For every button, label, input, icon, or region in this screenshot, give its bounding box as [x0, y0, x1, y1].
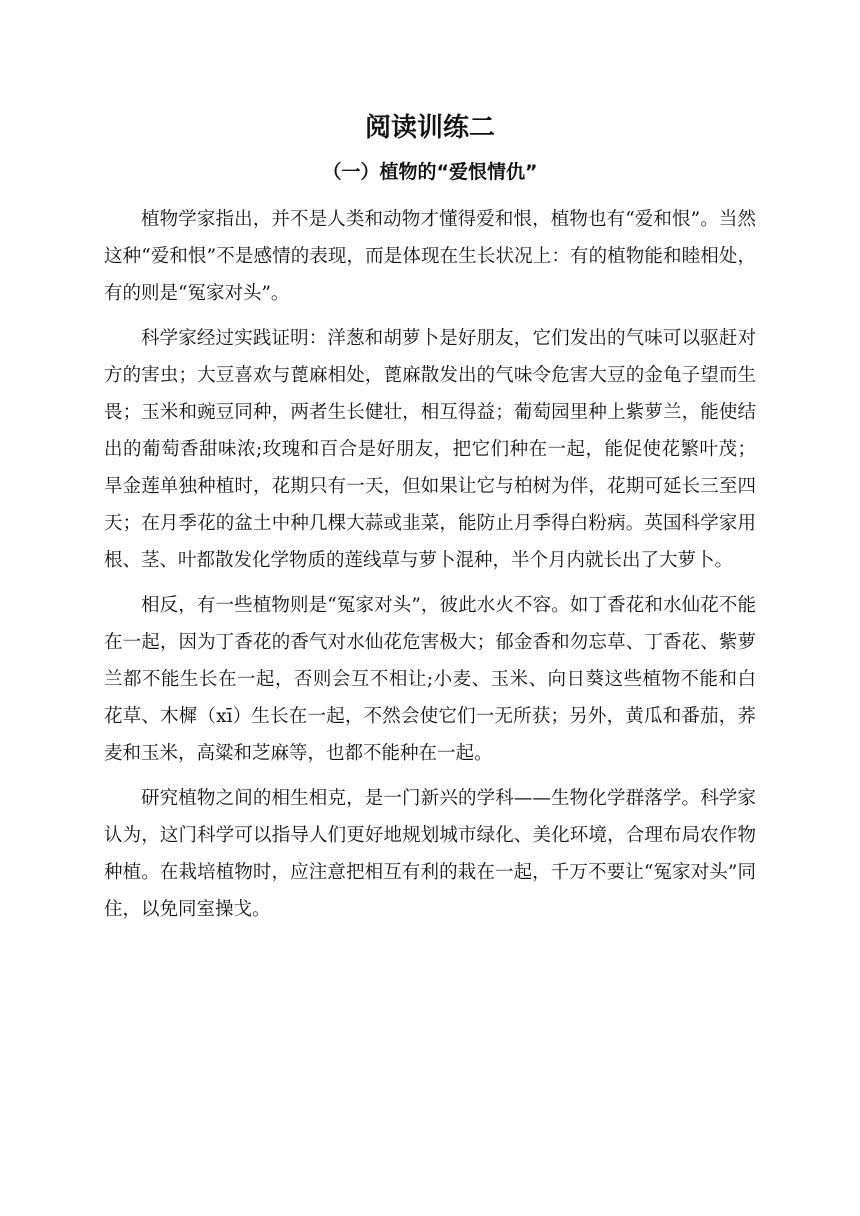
- article-subtitle: （一）植物的“爱恨情仇”: [322, 161, 538, 183]
- paragraph-1: 植物学家指出，并不是人类和动物才懂得爱和恨，植物也有“爱和恨”。当然这种“爱和恨”不是感情的表现，而是体现在生长状况上：有的植物能和睦相处，有的则是“冤家对头”。: [104, 209, 756, 304]
- paragraph-3: 相反，有一些植物则是“冤家对头”，彼此水火不容。如丁香花和水仙花不能在一起，因为丁香花的香气对水仙花危害极大；郁金香和勿忘草、丁香花、紫萝兰都不能生长在一起，否则会互不相让;小麦、玉米、向日葵这些植物不能和白花草、木樨（xī）生长在一起，不然会使它们一无所获；另外，黄瓜和番茄，荞麦和玉米，高粱和芝麻等，也都不能种在一起。: [104, 595, 756, 764]
- paragraph-4: 研究植物之间的相生相克，是一门新兴的学科——生物化学群落学。科学家认为，这门科学可以指导人们更好地规划城市绿化、美化环境，合理布局农作物种植。在栽培植物时，应注意把相互有利的栽在一起，千万不要让“冤家对头”同住，以免同室操戈。: [104, 788, 756, 920]
- article-body: [104, 201, 756, 936]
- page-title: 阅读训练二: [364, 113, 495, 143]
- paragraph-2: 科学家经过实践证明：洋葱和胡萝卜是好朋友，它们发出的气味可以驱赶对方的害虫；大豆喜欢与蓖麻相处，蓖麻散发出的气味令危害大豆的金龟子望而生畏；玉米和豌豆同种，两者生长健壮，相互得益；葡萄园里种上紫萝兰，能使结出的葡萄香甜味浓;玫瑰和百合是好朋友，把它们种在一起，能促使花繁叶茂；旱金莲单独种植时，花期只有一天，但如果让它与柏树为伴，花期可延长三至四天；在月季花的盆土中种几棵大蒜或韭菜，能防止月季得白粉病。英国科学家用根、茎、叶都散发化学物质的莲线草与萝卜混种，半个月内就长出了大萝卜。: [104, 328, 756, 571]
